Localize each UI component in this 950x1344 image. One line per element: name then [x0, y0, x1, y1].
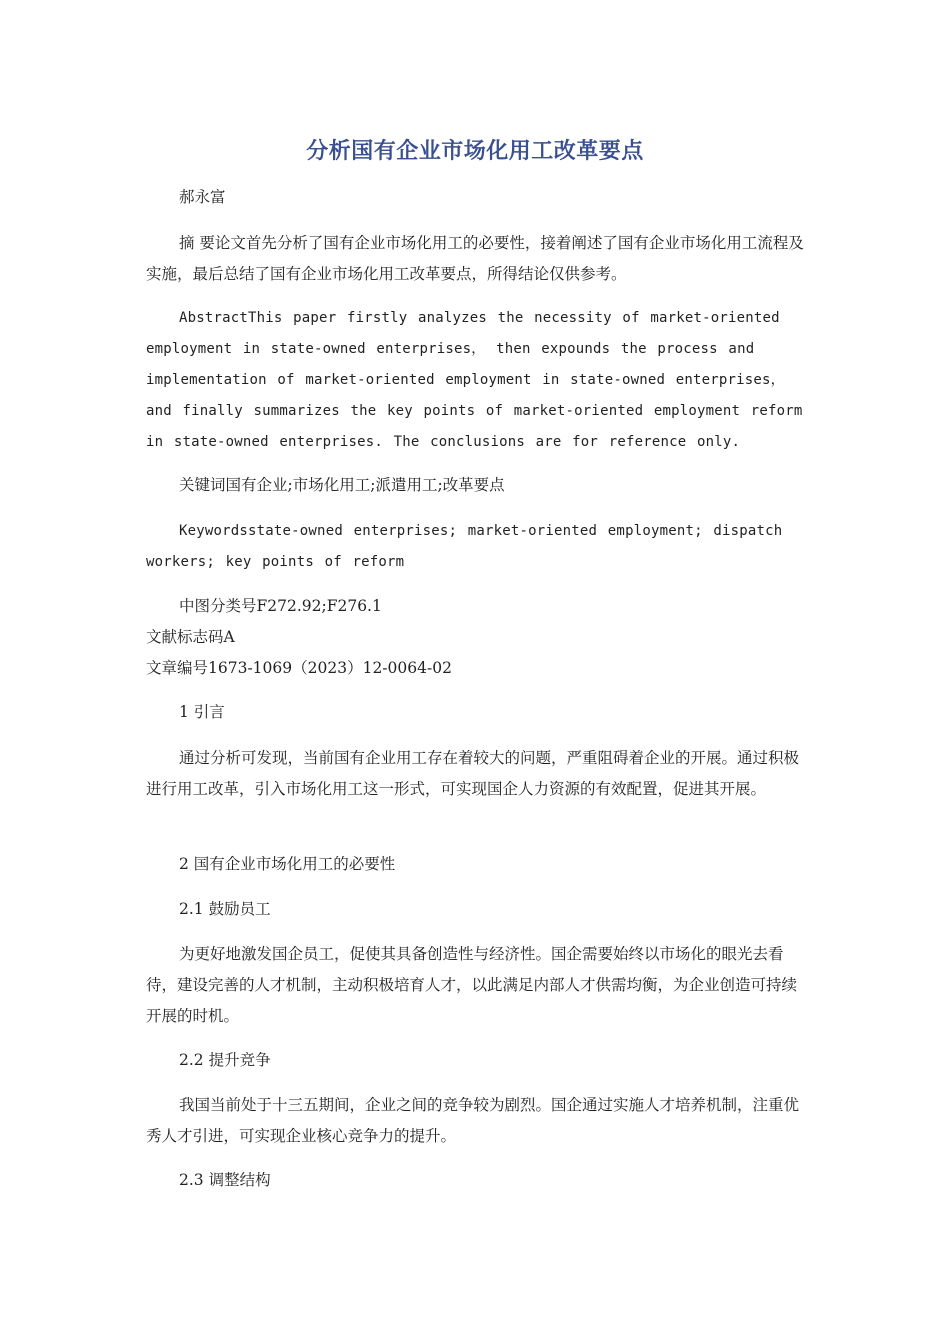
abstract-en: AbstractThis paper firstly analyzes the necessity of market-oriented employment in state-owned enterprises， then expounds the process and implementation of market-oriented employment in state-owned enterprises， and finally summarizes the key points of market-oriented employment reform in state-owned enterprises. The conclusions are for reference only.: [146, 310, 803, 450]
keywords-en: Keywordsstate-owned enterprises; market-oriented employment; dispatch workers; key points of reform: [146, 523, 783, 570]
author-name: 郝永富: [179, 188, 226, 206]
section-heading-2-2: 2.2 提升竞争: [179, 1051, 271, 1069]
metadata-block: [146, 591, 806, 684]
section-body-2-2: 我国当前处于十三五期间，企业之间的竞争较为剧烈。国企通过实施人才培养机制，注重优秀人才引进，可实现企业核心竞争力的提升。: [146, 1096, 800, 1145]
section-heading-2: 2 国有企业市场化用工的必要性: [179, 855, 396, 873]
section-body-2-1: 为更好地激发国企员工，促使其具备创造性与经济性。国企需要始终以市场化的眼光去看待，建设完善的人才机制，主动积极培育人才，以此满足内部人才供需均衡，为企业创造可持续开展的时机。: [146, 945, 798, 1025]
abstract-cn: 摘 要论文首先分析了国有企业市场化用工的必要性，接着阐述了国有企业市场化用工流程及实施，最后总结了国有企业市场化用工改革要点，所得结论仅供参考。: [146, 234, 804, 283]
section-heading-2-1: 2.1 鼓励员工: [179, 900, 271, 918]
document-code: 文献标志码A: [146, 628, 235, 646]
article-number: 文章编号1673-1069（2023）12-0064-02: [146, 659, 452, 677]
section-body-1: 通过分析可发现，当前国有企业用工存在着较大的问题，严重阻碍着企业的开展。通过积极进行用工改革，引入市场化用工这一形式，可实现国企人力资源的有效配置，促进其开展。: [146, 749, 800, 798]
keywords-cn: 关键词国有企业;市场化用工;派遣用工;改革要点: [179, 476, 505, 494]
page-title: 分析国有企业市场化用工改革要点: [306, 139, 644, 164]
classification-number: 中图分类号F272.92;F276.1: [179, 597, 382, 615]
section-heading-2-3: 2.3 调整结构: [179, 1171, 271, 1189]
section-heading-1: 1 引言: [179, 703, 225, 721]
